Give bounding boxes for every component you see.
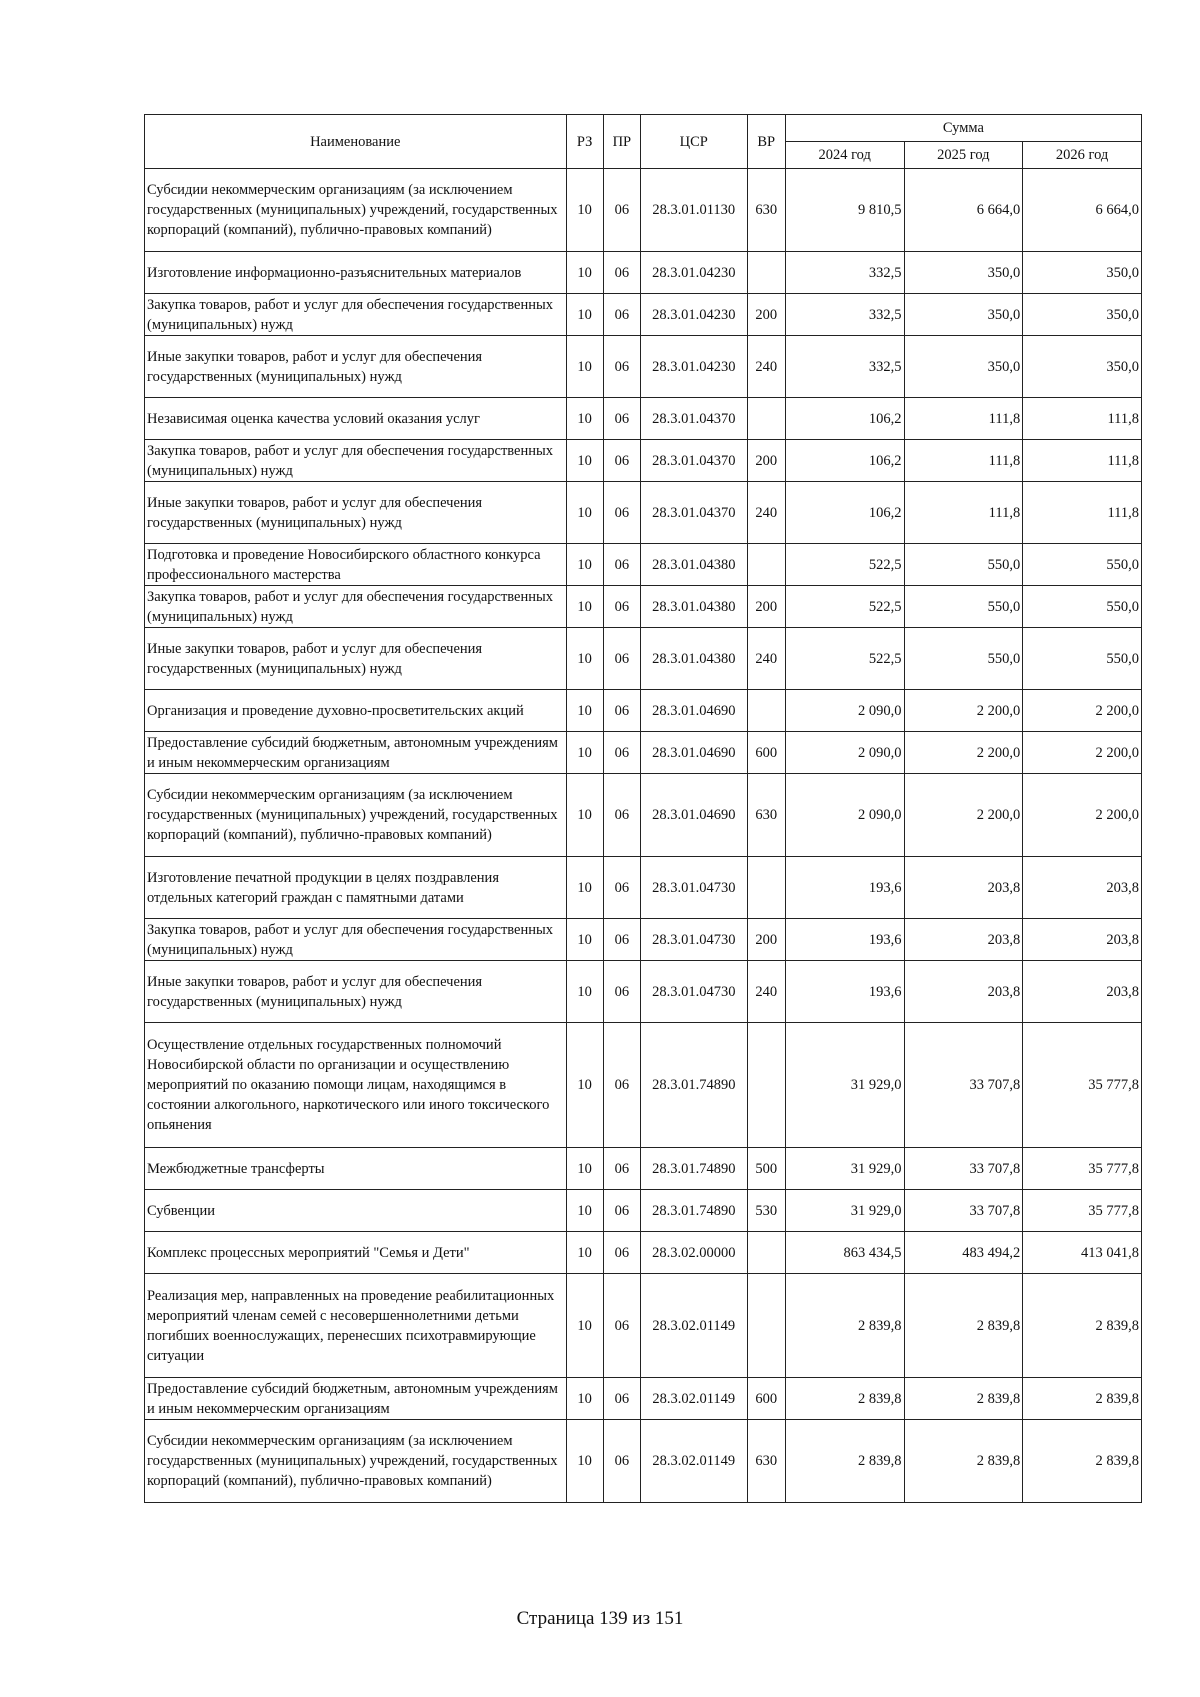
row-rz: 10 [566,294,603,336]
row-vr: 240 [747,482,785,544]
table-row [145,961,1142,1023]
row-amount-2025: 550,0 [904,544,1023,586]
row-name: Закупка товаров, работ и услуг для обеспечения государственных (муниципальных) нужд [145,919,567,961]
row-amount-2025: 203,8 [904,961,1023,1023]
row-csr: 28.3.02.01149 [640,1420,747,1503]
row-csr: 28.3.01.74890 [640,1190,747,1232]
row-rz: 10 [566,252,603,294]
row-amount-2026: 350,0 [1023,252,1142,294]
row-vr: 630 [747,774,785,857]
row-name: Изготовление печатной продукции в целях поздравления отдельных категорий граждан с памятными датами [145,857,567,919]
row-vr: 500 [747,1148,785,1190]
row-vr: 240 [747,336,785,398]
row-vr [747,1023,785,1148]
row-pr: 06 [603,732,640,774]
table-row [145,1232,1142,1274]
row-amount-2024: 106,2 [785,398,904,440]
row-amount-2025: 550,0 [904,628,1023,690]
row-amount-2026: 2 839,8 [1023,1420,1142,1503]
row-amount-2024: 193,6 [785,919,904,961]
row-amount-2025: 2 839,8 [904,1378,1023,1420]
row-amount-2025: 33 707,8 [904,1148,1023,1190]
table-row [145,482,1142,544]
row-pr: 06 [603,586,640,628]
header-csr: ЦСР [640,115,747,169]
row-amount-2025: 33 707,8 [904,1190,1023,1232]
row-pr: 06 [603,1420,640,1503]
row-pr: 06 [603,1148,640,1190]
row-vr [747,544,785,586]
row-csr: 28.3.01.04230 [640,252,747,294]
header-name: Наименование [145,115,567,169]
row-amount-2026: 203,8 [1023,919,1142,961]
row-amount-2025: 2 839,8 [904,1274,1023,1378]
row-name: Иные закупки товаров, работ и услуг для обеспечения государственных (муниципальных) нужд [145,482,567,544]
row-amount-2026: 203,8 [1023,961,1142,1023]
header-vr: ВР [747,115,785,169]
row-amount-2024: 2 090,0 [785,732,904,774]
row-rz: 10 [566,857,603,919]
row-vr [747,398,785,440]
row-vr: 200 [747,294,785,336]
row-amount-2025: 6 664,0 [904,169,1023,252]
row-vr: 200 [747,440,785,482]
row-amount-2026: 111,8 [1023,482,1142,544]
row-amount-2024: 2 839,8 [785,1378,904,1420]
row-name: Субсидии некоммерческим организациям (за исключением государственных (муниципальных) учреждений, государственных корпораций (компаний), публично-правовых компаний) [145,169,567,252]
row-amount-2026: 2 839,8 [1023,1378,1142,1420]
row-name: Закупка товаров, работ и услуг для обеспечения государственных (муниципальных) нужд [145,294,567,336]
row-name: Предоставление субсидий бюджетным, автономным учреждениям и иным некоммерческим организациям [145,732,567,774]
row-amount-2025: 350,0 [904,294,1023,336]
row-amount-2024: 522,5 [785,586,904,628]
row-rz: 10 [566,440,603,482]
row-rz: 10 [566,690,603,732]
row-rz: 10 [566,586,603,628]
row-csr: 28.3.01.04370 [640,398,747,440]
row-csr: 28.3.02.01149 [640,1274,747,1378]
row-pr: 06 [603,482,640,544]
table-row [145,544,1142,586]
row-csr: 28.3.02.01149 [640,1378,747,1420]
row-amount-2024: 863 434,5 [785,1232,904,1274]
row-amount-2026: 350,0 [1023,294,1142,336]
row-csr: 28.3.01.04370 [640,482,747,544]
row-amount-2024: 31 929,0 [785,1190,904,1232]
row-name: Межбюджетные трансферты [145,1148,567,1190]
row-rz: 10 [566,482,603,544]
header-year-2025: 2025 год [904,142,1023,169]
table-row [145,732,1142,774]
row-pr: 06 [603,544,640,586]
table-row [145,586,1142,628]
row-amount-2024: 332,5 [785,336,904,398]
row-vr: 200 [747,919,785,961]
row-amount-2024: 2 839,8 [785,1420,904,1503]
row-amount-2024: 2 839,8 [785,1274,904,1378]
table-row [145,919,1142,961]
row-rz: 10 [566,774,603,857]
row-csr: 28.3.01.04370 [640,440,747,482]
table-row [145,857,1142,919]
row-csr: 28.3.01.04690 [640,774,747,857]
page-number: Страница 139 из 151 [516,1608,684,1629]
row-pr: 06 [603,628,640,690]
row-rz: 10 [566,1274,603,1378]
budget-table [144,114,1142,1503]
row-name: Реализация мер, направленных на проведение реабилитационных мероприятий членам семей с несовершеннолетними детьми погибших военнослужащих, перенесших психотравмирующие ситуации [145,1274,567,1378]
row-pr: 06 [603,774,640,857]
row-csr: 28.3.01.04230 [640,336,747,398]
row-amount-2025: 111,8 [904,398,1023,440]
header-rz: РЗ [566,115,603,169]
row-pr: 06 [603,336,640,398]
row-name: Иные закупки товаров, работ и услуг для обеспечения государственных (муниципальных) нужд [145,961,567,1023]
row-vr: 600 [747,1378,785,1420]
row-amount-2025: 2 839,8 [904,1420,1023,1503]
header-year-2024: 2024 год [785,142,904,169]
row-vr [747,1232,785,1274]
row-rz: 10 [566,1148,603,1190]
table-row [145,1190,1142,1232]
row-rz: 10 [566,628,603,690]
row-amount-2024: 193,6 [785,857,904,919]
row-name: Комплекс процессных мероприятий "Семья и Дети" [145,1232,567,1274]
table-row [145,1420,1142,1503]
table-body [145,169,1142,1503]
row-amount-2024: 332,5 [785,252,904,294]
row-amount-2024: 9 810,5 [785,169,904,252]
row-csr: 28.3.01.74890 [640,1023,747,1148]
row-csr: 28.3.02.00000 [640,1232,747,1274]
row-vr [747,252,785,294]
row-amount-2025: 2 200,0 [904,690,1023,732]
row-csr: 28.3.01.04730 [640,961,747,1023]
row-amount-2026: 6 664,0 [1023,169,1142,252]
table-row [145,628,1142,690]
table-row [145,398,1142,440]
table-row [145,774,1142,857]
row-rz: 10 [566,1023,603,1148]
row-vr [747,1274,785,1378]
row-amount-2026: 111,8 [1023,398,1142,440]
row-rz: 10 [566,1420,603,1503]
row-vr [747,690,785,732]
row-amount-2026: 550,0 [1023,628,1142,690]
row-amount-2026: 35 777,8 [1023,1190,1142,1232]
row-amount-2025: 203,8 [904,857,1023,919]
row-rz: 10 [566,732,603,774]
row-amount-2025: 350,0 [904,252,1023,294]
row-name: Закупка товаров, работ и услуг для обеспечения государственных (муниципальных) нужд [145,440,567,482]
table-row [145,1378,1142,1420]
row-rz: 10 [566,1378,603,1420]
row-amount-2024: 522,5 [785,544,904,586]
row-amount-2025: 111,8 [904,440,1023,482]
row-vr [747,857,785,919]
table-row [145,440,1142,482]
row-pr: 06 [603,1274,640,1378]
row-name: Подготовка и проведение Новосибирского областного конкурса профессионального мастерства [145,544,567,586]
row-name: Субсидии некоммерческим организациям (за исключением государственных (муниципальных) учреждений, государственных корпораций (компаний), публично-правовых компаний) [145,1420,567,1503]
row-rz: 10 [566,919,603,961]
row-amount-2024: 106,2 [785,440,904,482]
row-amount-2026: 2 200,0 [1023,774,1142,857]
row-csr: 28.3.01.01130 [640,169,747,252]
row-pr: 06 [603,1023,640,1148]
row-amount-2025: 2 200,0 [904,732,1023,774]
row-name: Предоставление субсидий бюджетным, автономным учреждениям и иным некоммерческим организациям [145,1378,567,1420]
row-name: Субсидии некоммерческим организациям (за исключением государственных (муниципальных) учреждений, государственных корпораций (компаний), публично-правовых компаний) [145,774,567,857]
row-vr: 630 [747,169,785,252]
row-amount-2025: 350,0 [904,336,1023,398]
row-rz: 10 [566,961,603,1023]
row-vr: 240 [747,961,785,1023]
row-amount-2025: 483 494,2 [904,1232,1023,1274]
row-amount-2026: 2 839,8 [1023,1274,1142,1378]
table-row [145,1023,1142,1148]
row-pr: 06 [603,398,640,440]
row-vr: 200 [747,586,785,628]
row-amount-2025: 203,8 [904,919,1023,961]
table-row [145,294,1142,336]
row-amount-2026: 2 200,0 [1023,732,1142,774]
table-row [145,1274,1142,1378]
row-pr: 06 [603,919,640,961]
row-pr: 06 [603,1378,640,1420]
row-csr: 28.3.01.04380 [640,628,747,690]
row-name: Иные закупки товаров, работ и услуг для обеспечения государственных (муниципальных) нужд [145,628,567,690]
row-csr: 28.3.01.04690 [640,732,747,774]
row-pr: 06 [603,690,640,732]
row-rz: 10 [566,336,603,398]
row-amount-2025: 550,0 [904,586,1023,628]
row-amount-2026: 2 200,0 [1023,690,1142,732]
table-row [145,690,1142,732]
row-amount-2025: 111,8 [904,482,1023,544]
row-amount-2025: 2 200,0 [904,774,1023,857]
row-csr: 28.3.01.04380 [640,586,747,628]
row-csr: 28.3.01.04690 [640,690,747,732]
row-pr: 06 [603,252,640,294]
row-amount-2026: 413 041,8 [1023,1232,1142,1274]
row-name: Иные закупки товаров, работ и услуг для обеспечения государственных (муниципальных) нужд [145,336,567,398]
row-rz: 10 [566,544,603,586]
row-name: Субвенции [145,1190,567,1232]
row-name: Независимая оценка качества условий оказания услуг [145,398,567,440]
row-vr: 630 [747,1420,785,1503]
row-rz: 10 [566,398,603,440]
row-amount-2026: 550,0 [1023,544,1142,586]
row-amount-2026: 111,8 [1023,440,1142,482]
row-pr: 06 [603,440,640,482]
row-amount-2024: 522,5 [785,628,904,690]
row-amount-2026: 203,8 [1023,857,1142,919]
row-amount-2024: 106,2 [785,482,904,544]
row-amount-2024: 2 090,0 [785,690,904,732]
row-vr: 240 [747,628,785,690]
row-name: Организация и проведение духовно-просветительских акций [145,690,567,732]
row-pr: 06 [603,169,640,252]
row-pr: 06 [603,961,640,1023]
table-row [145,1148,1142,1190]
row-csr: 28.3.01.04230 [640,294,747,336]
row-rz: 10 [566,169,603,252]
header-sum: Сумма [785,115,1141,142]
row-rz: 10 [566,1232,603,1274]
row-csr: 28.3.01.04730 [640,857,747,919]
header-pr: ПР [603,115,640,169]
row-csr: 28.3.01.04730 [640,919,747,961]
row-amount-2024: 332,5 [785,294,904,336]
row-name: Осуществление отдельных государственных полномочий Новосибирской области по организации и осуществлению мероприятий по оказанию помощи лицам, находящимся в состоянии алкогольного, наркотического или иного токсического опьянения [145,1023,567,1148]
row-amount-2024: 31 929,0 [785,1023,904,1148]
row-vr: 600 [747,732,785,774]
table-row [145,336,1142,398]
row-csr: 28.3.01.74890 [640,1148,747,1190]
row-pr: 06 [603,294,640,336]
row-amount-2025: 33 707,8 [904,1023,1023,1148]
table-row [145,169,1142,252]
row-amount-2026: 35 777,8 [1023,1023,1142,1148]
row-name: Изготовление информационно-разъяснительных материалов [145,252,567,294]
header-year-2026: 2026 год [1023,142,1142,169]
row-vr: 530 [747,1190,785,1232]
row-amount-2026: 350,0 [1023,336,1142,398]
row-amount-2026: 35 777,8 [1023,1148,1142,1190]
row-amount-2024: 193,6 [785,961,904,1023]
row-name: Закупка товаров, работ и услуг для обеспечения государственных (муниципальных) нужд [145,586,567,628]
row-amount-2024: 2 090,0 [785,774,904,857]
row-pr: 06 [603,1190,640,1232]
row-rz: 10 [566,1190,603,1232]
table-row [145,252,1142,294]
row-pr: 06 [603,1232,640,1274]
row-amount-2026: 550,0 [1023,586,1142,628]
row-csr: 28.3.01.04380 [640,544,747,586]
row-pr: 06 [603,857,640,919]
row-amount-2024: 31 929,0 [785,1148,904,1190]
